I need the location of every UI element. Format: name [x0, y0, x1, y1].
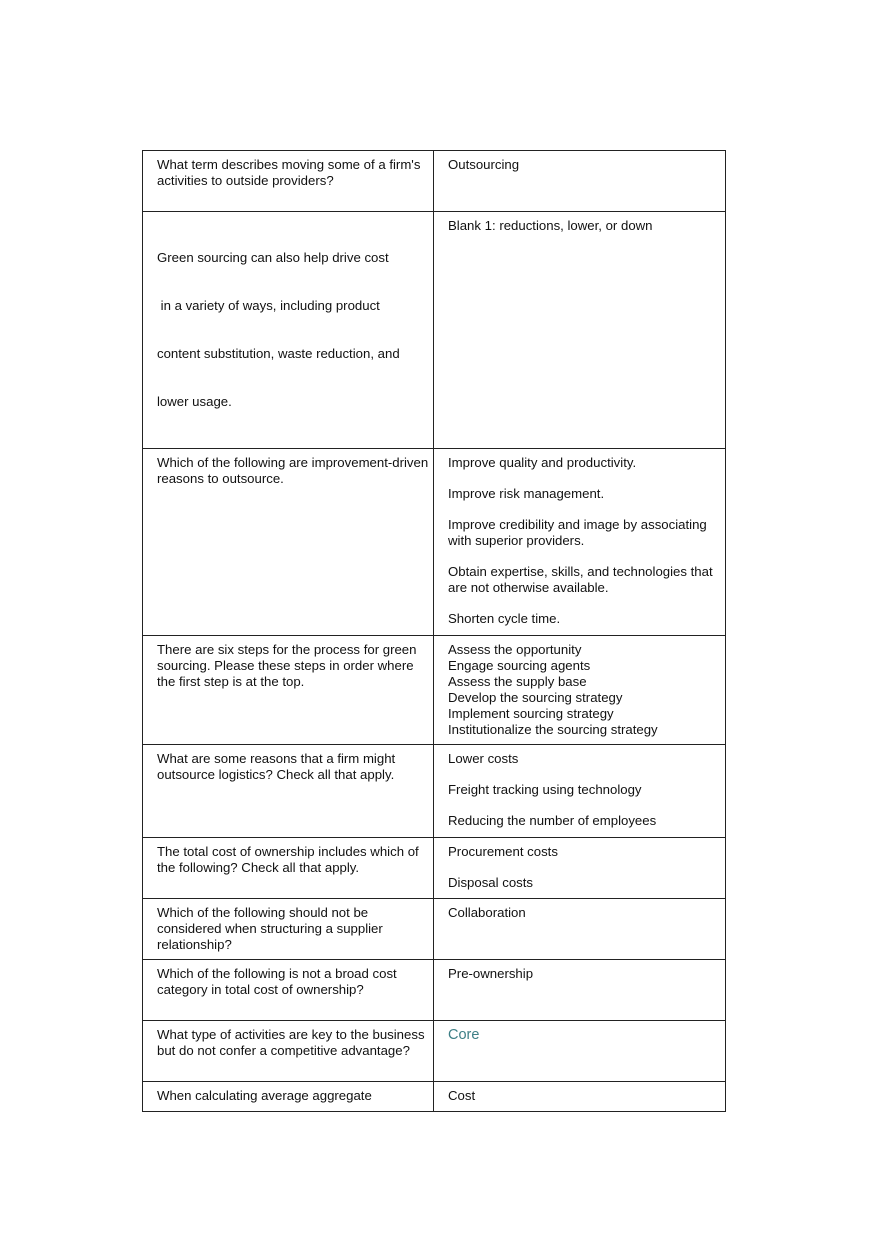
- answer-cell: [434, 960, 726, 1021]
- answer-text: Lower costs: [448, 751, 519, 766]
- question-text: Which of the following is not a broad cost category in total cost of ownership?: [157, 966, 397, 997]
- table-row: [143, 745, 726, 838]
- question-cell: [143, 1082, 434, 1112]
- qa-table: [142, 150, 726, 1112]
- answer-cell: [434, 636, 726, 745]
- table-row: [143, 960, 726, 1021]
- question-cell: [143, 1021, 434, 1082]
- table-row: [143, 899, 726, 960]
- answer-text: Outsourcing: [448, 157, 520, 172]
- answer-text: Collaboration: [448, 905, 526, 920]
- answer-text: Obtain expertise, skills, and technologies that are not otherwise available.: [448, 564, 713, 595]
- answer-text: Procurement costs: [448, 844, 558, 859]
- answer-text: Freight tracking using technology: [448, 782, 642, 797]
- question-text: What term describes moving some of a firm's activities to outside providers?: [157, 157, 421, 188]
- answer-text: Shorten cycle time.: [448, 611, 561, 626]
- question-cell: [143, 151, 434, 212]
- answer-text: Blank 1: reductions, lower, or down: [448, 218, 653, 233]
- table-row: [143, 212, 726, 449]
- answer-cell: [434, 838, 726, 899]
- table-row: [143, 1021, 726, 1082]
- table-row: [143, 838, 726, 899]
- step-item: Assess the opportunity: [448, 642, 582, 657]
- question-cell: [143, 449, 434, 636]
- answer-text: Improve credibility and image by associating with superior providers.: [448, 517, 707, 548]
- answer-cell: [434, 899, 726, 960]
- answer-cell: [434, 1021, 726, 1082]
- answer-text: Reducing the number of employees: [448, 813, 657, 828]
- answer-cell: [434, 1082, 726, 1112]
- question-line: content substitution, waste reduction, and: [157, 346, 400, 361]
- step-item: Engage sourcing agents: [448, 658, 591, 673]
- question-text: When calculating average aggregate: [157, 1088, 372, 1103]
- step-item: Institutionalize the sourcing strategy: [448, 722, 658, 737]
- question-text: The total cost of ownership includes which of the following? Check all that apply.: [157, 844, 419, 875]
- question-cell: [143, 745, 434, 838]
- question-cell: [143, 838, 434, 899]
- answer-cell: [434, 212, 726, 449]
- question-line: lower usage.: [157, 394, 232, 409]
- answer-text: Pre-ownership: [448, 966, 534, 981]
- answer-text: Cost: [448, 1088, 476, 1103]
- answer-cell: [434, 449, 726, 636]
- question-cell: [143, 212, 434, 449]
- table-row: [143, 151, 726, 212]
- answer-text: Disposal costs: [448, 875, 534, 890]
- question-cell: [143, 960, 434, 1021]
- table-row: [143, 636, 726, 745]
- step-item: Assess the supply base: [448, 674, 587, 689]
- answer-cell: [434, 151, 726, 212]
- answer-text: Core: [448, 1027, 480, 1043]
- question-text: What type of activities are key to the business but do not confer a competitive advantage?: [157, 1027, 425, 1058]
- step-item: Develop the sourcing strategy: [448, 690, 623, 705]
- table-row: [143, 1082, 726, 1112]
- question-text: Which of the following are improvement-driven reasons to outsource.: [157, 455, 429, 486]
- question-text: What are some reasons that a firm might outsource logistics? Check all that apply.: [157, 751, 396, 782]
- table-row: [143, 449, 726, 636]
- step-item: Implement sourcing strategy: [448, 706, 614, 721]
- question-cell: [143, 899, 434, 960]
- question-cell: [143, 636, 434, 745]
- question-line: Green sourcing can also help drive cost: [157, 250, 389, 265]
- answer-text: Improve risk management.: [448, 486, 605, 501]
- answer-cell: [434, 745, 726, 838]
- question-text: There are six steps for the process for green sourcing. Please these steps in order where the first step is at the top.: [157, 642, 417, 689]
- question-text: Which of the following should not be considered when structuring a supplier relationship?: [157, 905, 383, 952]
- question-line: in a variety of ways, including product: [157, 298, 380, 313]
- answer-text: Improve quality and productivity.: [448, 455, 637, 470]
